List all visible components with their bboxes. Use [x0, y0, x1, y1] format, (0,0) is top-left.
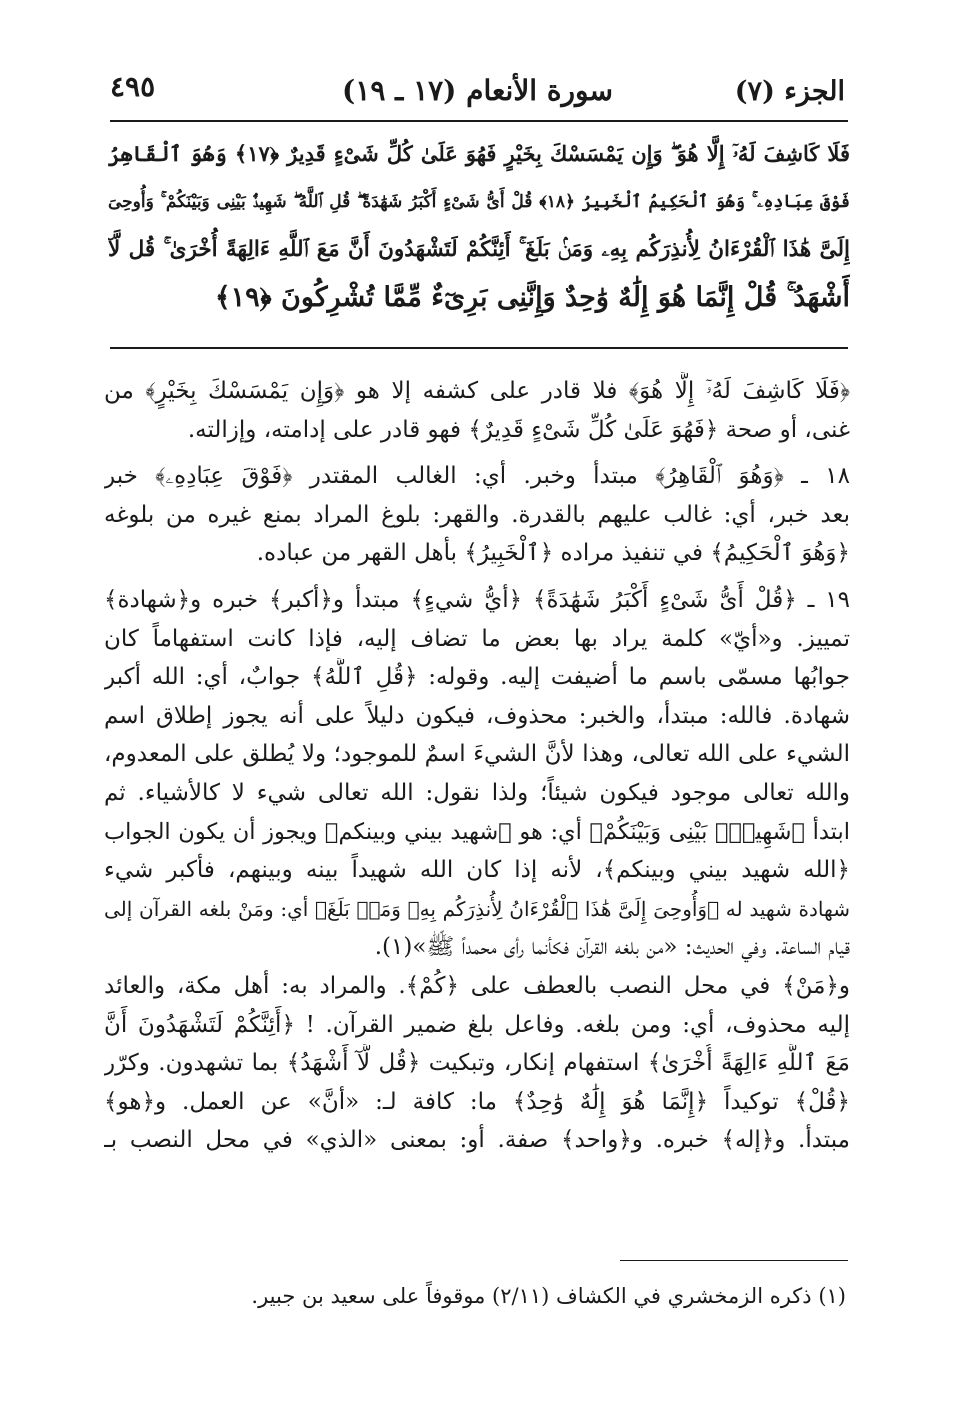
commentary-block [104, 372, 850, 1160]
commentary-line: ﴿فَلَا كَاشِفَ لَهُۥٓ إِلَّا هُوَ﴾ فلا قادر على كشفه إلا هو ﴿وَإِن يَمْسَسْكَ بِخَيْرٍ﴾ من [104, 378, 850, 404]
running-header [110, 62, 845, 118]
commentary-line: غنى، أو صحة ﴿فَهُوَ عَلَىٰ كُلِّ شَىْءٍ قَدِيرٌ﴾ فهو قادر على إدامته، وإزالته. [187, 416, 850, 443]
commentary-line: ﴿الله شهيد بيني وبينكم﴾، لأنه إذا كان الله شهيداً بينه وبينهم، فأكبر شيء [104, 857, 850, 884]
commentary-line: مبتدأ. و﴿إله﴾ خبره. و﴿واحد﴾ صفة. أو: بمعنى «الذي» في محل النصب بـ [104, 1127, 850, 1154]
commentary-line: قيام الساعة. وفي الحديث: «من بلغه القرآن فكأنما رأى محمداً ﷺ»(١). [374, 934, 850, 961]
quran-line: فَلَا كَاشِفَ لَهُۥٓ إِلَّا هُوَ ۖ وَإِن يَمْسَسْكَ بِخَيْرٍ فَهُوَ عَلَىٰ كُلِّ شَىْءٍ قَدِيرٌ ﴿١٧﴾ وَهُوَ ٱلْقَاهِرُ [108, 141, 850, 166]
commentary-line: ١٨ ـ ﴿وَهُوَ ٱلْقَاهِرُ﴾ مبتدأ وخبر. أي: الغالب المقتدر ﴿فَوْقَ عِبَادِهِۦ﴾ خبر [104, 463, 850, 490]
page-number: ٤٩٥ [110, 70, 156, 103]
commentary-line: ابتدأ ﴿شَهِيدٌۢ بَيْنِى وَبَيْنَكُمْ﴾ أي: هو ﴿شهيد بيني وبينكم﴾ ويجوز أن يكون الجواب [104, 818, 850, 845]
commentary-line: جوابُها مسمّى باسم ما أضيفت إليه. وقوله: ﴿قُلِ ٱللَّهُ﴾ جوابٌ، أي: الله أكبر [104, 664, 850, 691]
commentary-line: الشيء على الله تعالى، وهذا لأنَّ الشيءَ اسمٌ للموجود؛ ولا يُطلق على المعدوم، [104, 741, 850, 768]
quran-text-block [108, 130, 850, 322]
surah-title: سورة الأنعام (١٧ ـ ١٩) [342, 74, 613, 107]
commentary-line: والله تعالى موجود فيكون شيئاً؛ ولذا نقول: الله تعالى شيء لا كالأشياء. ثم [104, 779, 850, 806]
commentary-line: شهادة. فالله: مبتدأ، والخبر: محذوف، فيكون دليلاً على أنه يجوز إطلاق اسم [104, 702, 850, 729]
part-label: الجزء (٧) [734, 76, 845, 107]
quran-line: فَوْقَ عِبَادِهِۦ ۚ وَهُوَ ٱلْحَكِيمُ ٱلْخَبِيرُ ﴿١٨﴾ قُلْ أَىُّ شَىْءٍ أَكْبَرُ شَهَٰدَةً ۖ قُلِ ٱللَّهُ ۖ شَهِيدٌۢ بَيْنِى وَبَيْنَكُمْ ۚ وَأُوحِىَ [108, 192, 850, 212]
commentary-line: مَعَ ٱللَّهِ ءَالِهَةً أُخْرَىٰ﴾ استفهام إنكار، وتبكيت ﴿قُل لَّآ أَشْهَدُ﴾ بما تشهدون. وكرّر [104, 1050, 850, 1077]
header-divider [110, 120, 848, 122]
commentary-line: ﴿قُلْ﴾ توكيداً ﴿إِنَّمَا هُوَ إِلَٰهٌ وَٰحِدٌ﴾ ما: كافة لـ: «أنَّ» عن العمل. و﴿هو﴾ [104, 1088, 850, 1115]
commentary-line: تمييز. و«أيّ» كلمة يراد بها بعض ما تضاف إليه، فإذا كانت استفهاماً كان [104, 625, 850, 652]
commentary-line: ١٩ ـ ﴿قُلْ أَىُّ شَىْءٍ أَكْبَرُ شَهَٰدَةً﴾ ﴿أيُّ شيءٍ﴾ مبتدأ و﴿أكبر﴾ خبره و﴿شهادة﴾ [104, 586, 850, 613]
footnote: (١) ذكره الزمخشري في الكشاف (٢/١١) موقوفاً على سعيد بن جبير. [251, 1284, 846, 1308]
quran-line: إِلَىَّ هَٰذَا ٱلْقُرْءَانُ لِأُنذِرَكُم بِهِۦ وَمَنۢ بَلَغَ ۚ أَئِنَّكُمْ لَتَشْهَدُونَ أَنَّ مَعَ ٱللَّهِ ءَالِهَةً أُخْرَىٰ ۚ قُل لَّآ [108, 237, 850, 262]
footnote-divider [620, 1260, 848, 1261]
commentary-line: ﴿وَهُوَ ٱلْحَكِيمُ﴾ في تنفيذ مراده ﴿ٱلْخَبِيرُ﴾ بأهل القهر من عباده. [256, 540, 850, 567]
quran-divider [110, 347, 848, 349]
quran-line: أَشْهَدُ ۚ قُلْ إِنَّمَا هُوَ إِلَٰهٌ وَٰحِدٌ وَإِنَّنِى بَرِىٓءٌ مِّمَّا تُشْرِكُونَ ﴿١٩﴾ [214, 282, 850, 313]
commentary-line: إليه محذوف، أي: ومن بلغه. وفاعل بلغ ضمير القرآن. ! ﴿أَئِنَّكُمْ لَتَشْهَدُونَ أَنَّ [104, 1011, 850, 1038]
commentary-line: شهادة شهيد له ﴿وَأُوحِىَ إِلَىَّ هَٰذَا ٱلْقُرْءَانُ لِأُنذِرَكُم بِهِۦ وَمَنۢ بَلَغَ﴾ أي: ومَنْ بلغه القرآن إلى [104, 896, 850, 921]
commentary-line: بعد خبر، أي: غالب عليهم بالقدرة. والقهر: بلوغ المراد بمنع غيره من بلوغه [104, 501, 850, 528]
commentary-line: و﴿مَنْ﴾ في محل النصب بالعطف على ﴿كُمْ﴾. والمراد به: أهل مكة، والعائد [104, 972, 850, 999]
